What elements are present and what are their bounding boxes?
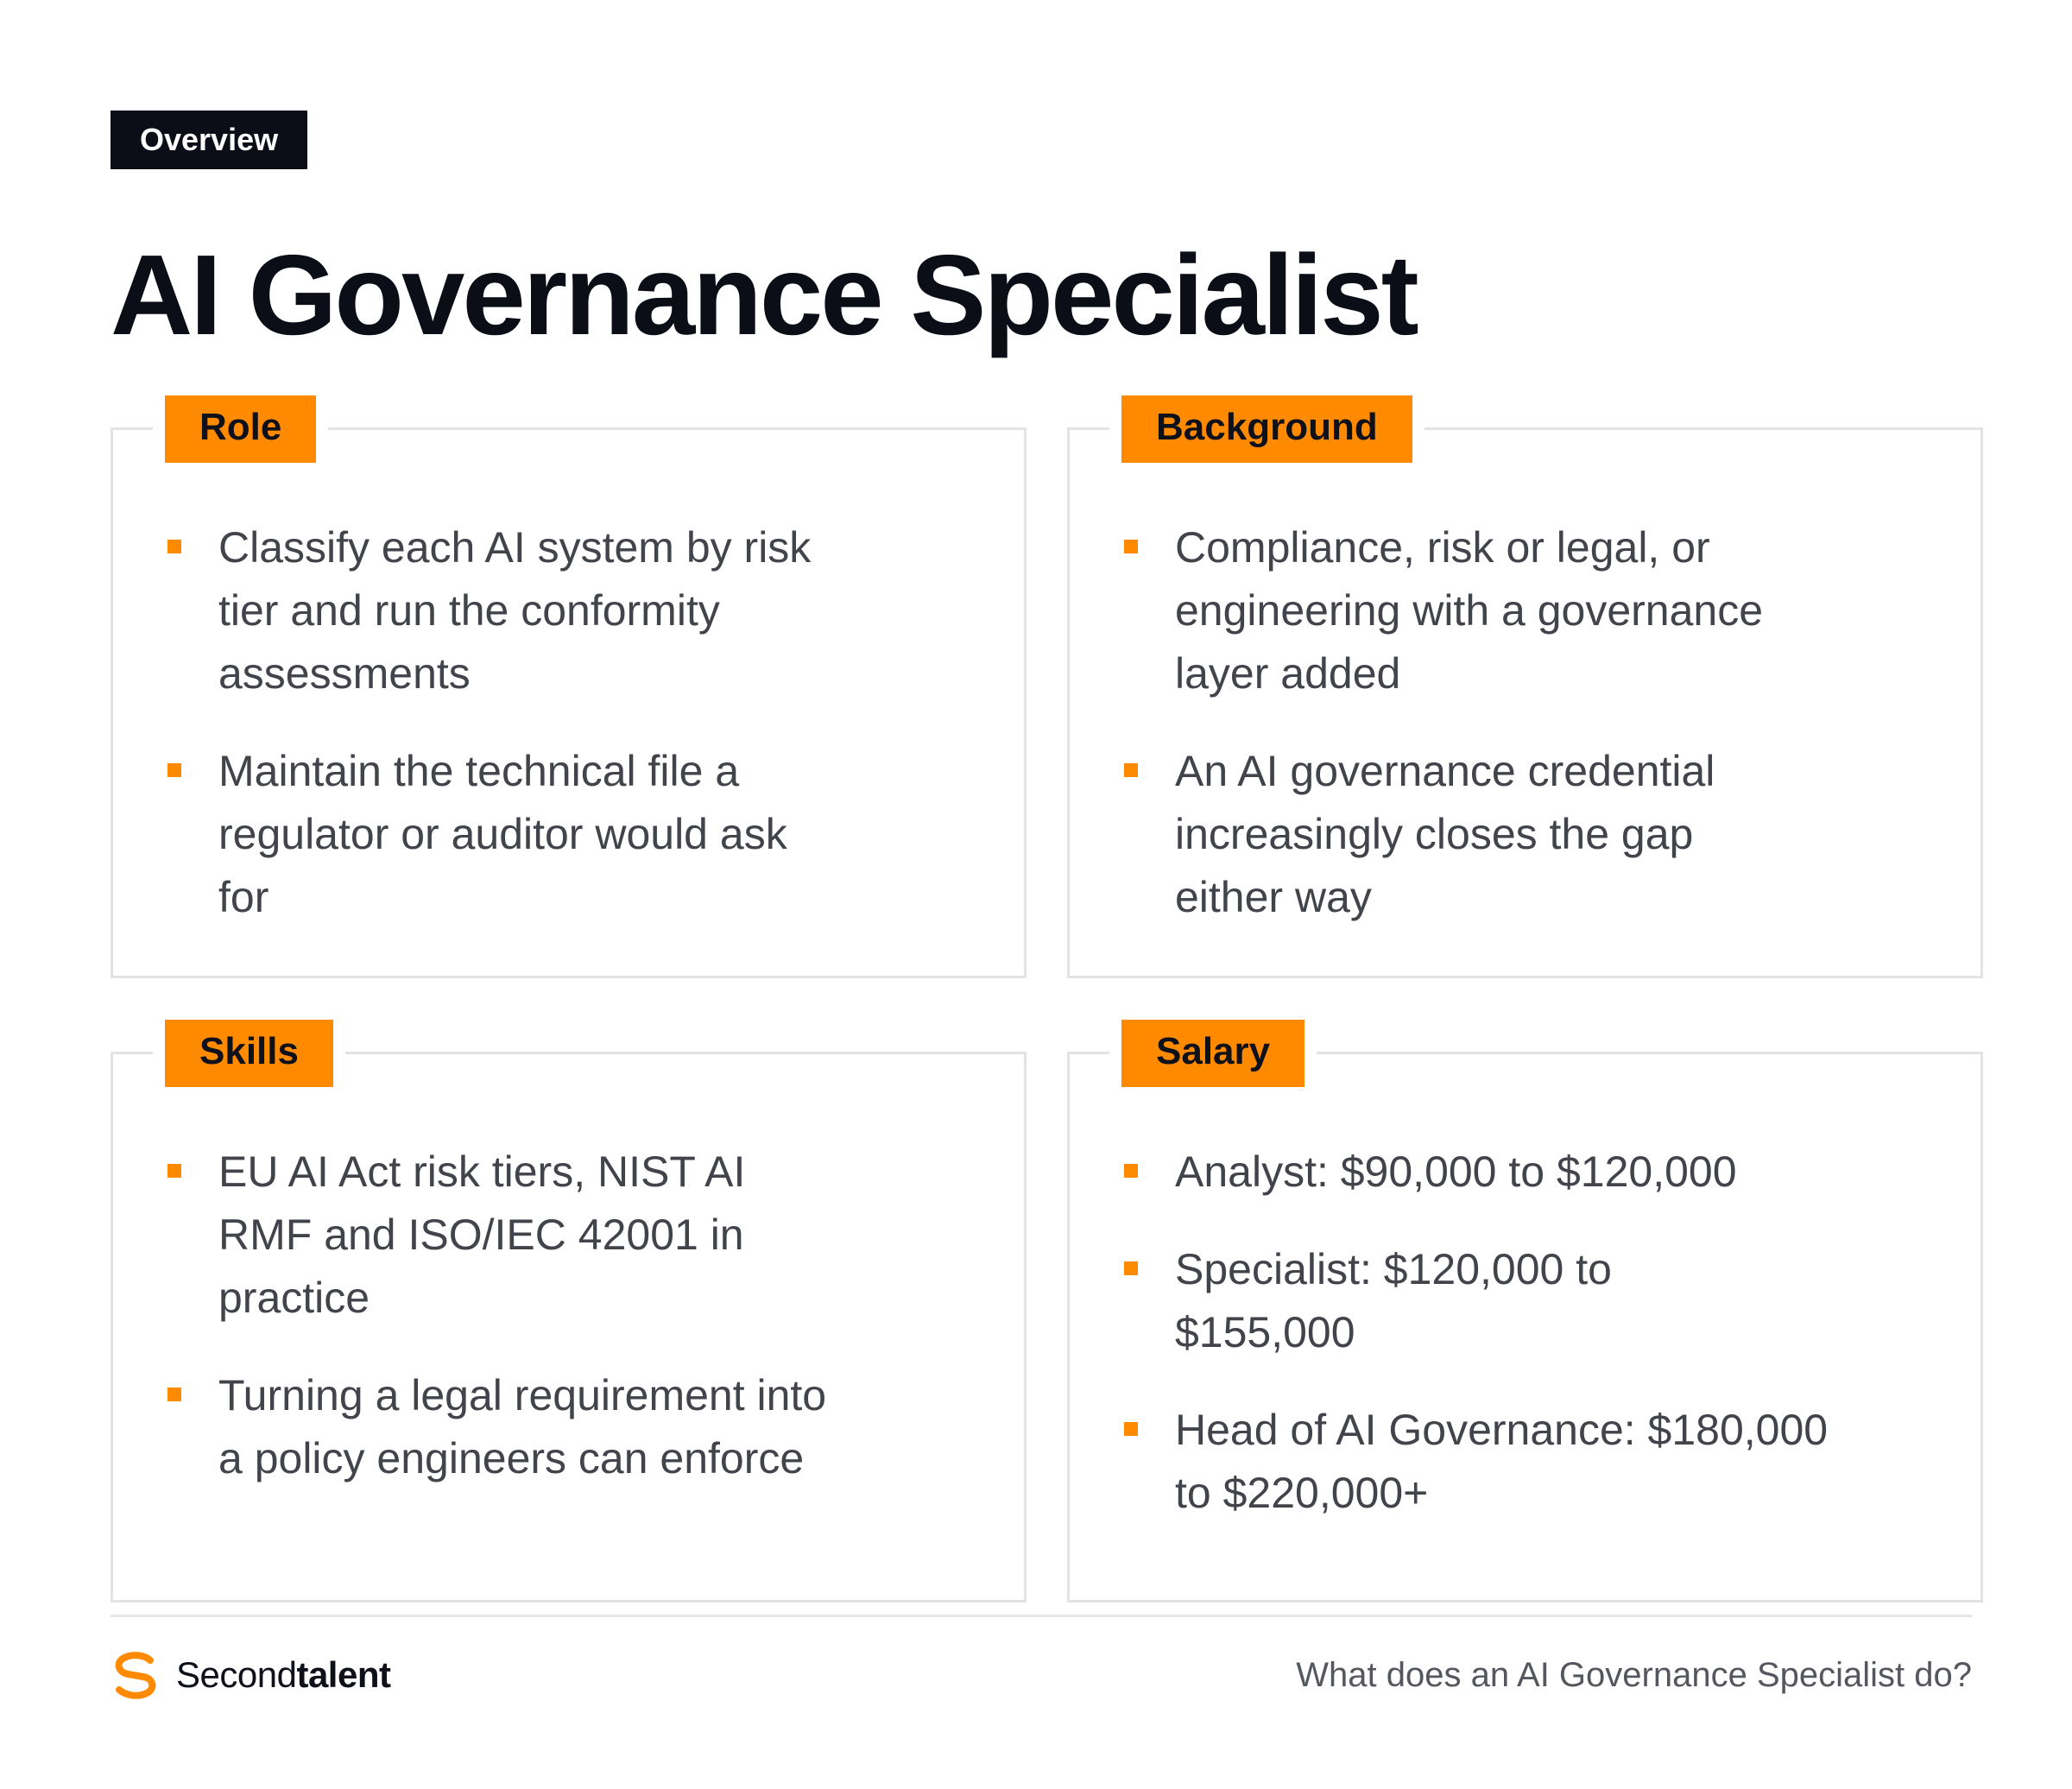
list-item <box>165 516 838 705</box>
page-title: AI Governance Specialist <box>111 231 1417 358</box>
overview-tag: Overview <box>111 111 307 169</box>
list-item <box>165 1141 838 1330</box>
footer-divider <box>111 1615 1972 1617</box>
salary-list <box>1121 1141 1847 1559</box>
footer-question: What does an AI Governance Specialist do? <box>1296 1656 1972 1694</box>
role-card <box>111 406 1027 978</box>
list-item-text: Maintain the technical file a regulator or auditor would ask for <box>218 747 787 921</box>
bullet-square-icon <box>1124 1261 1138 1275</box>
list-item-text: An AI governance credential increasingly closes the gap either way <box>1175 747 1715 921</box>
salary-card <box>1067 1030 1983 1603</box>
list-item <box>1121 1399 1847 1525</box>
bullet-square-icon <box>167 763 181 777</box>
bullet-square-icon <box>1124 540 1138 553</box>
background-card <box>1067 406 1983 978</box>
list-item <box>165 1364 838 1490</box>
bullet-square-icon <box>1124 763 1138 777</box>
list-item-text: Specialist: $120,000 to $155,000 <box>1175 1245 1612 1356</box>
background-list <box>1121 516 1795 964</box>
bullet-square-icon <box>167 1388 181 1401</box>
brand-wordmark-bold: talent <box>296 1654 391 1695</box>
bullet-square-icon <box>167 1164 181 1178</box>
bullet-square-icon <box>167 540 181 553</box>
brand-wordmark <box>176 1654 390 1696</box>
list-item <box>1121 516 1795 705</box>
bullet-square-icon <box>1124 1164 1138 1178</box>
role-card-label: Role <box>165 395 316 463</box>
list-item-text: Classify each AI system by risk tier and run the conformity assessments <box>218 523 812 698</box>
list-item-text: Compliance, risk or legal, or engineering with a governance layer added <box>1175 523 1764 698</box>
role-list <box>165 516 838 964</box>
skills-card <box>111 1030 1027 1603</box>
secondtalent-s-logo-icon <box>111 1650 161 1700</box>
brand-wordmark-regular: Second <box>176 1654 297 1695</box>
skills-list <box>165 1141 838 1525</box>
list-item-text: Analyst: $90,000 to $120,000 <box>1175 1147 1737 1196</box>
list-item <box>1121 740 1795 929</box>
salary-card-label: Salary <box>1121 1020 1304 1087</box>
list-item <box>1121 1141 1847 1204</box>
list-item <box>165 740 838 929</box>
brand-logo <box>111 1647 390 1703</box>
skills-card-label: Skills <box>165 1020 333 1087</box>
list-item-text: EU AI Act risk tiers, NIST AI RMF and ISO/IEC 42001 in practice <box>218 1147 746 1322</box>
bullet-square-icon <box>1124 1422 1138 1436</box>
list-item-text: Turning a legal requirement into a policy engineers can enforce <box>218 1371 827 1482</box>
list-item-text: Head of AI Governance: $180,000 to $220,000+ <box>1175 1406 1829 1517</box>
background-card-label: Background <box>1121 395 1412 463</box>
list-item <box>1121 1238 1658 1364</box>
